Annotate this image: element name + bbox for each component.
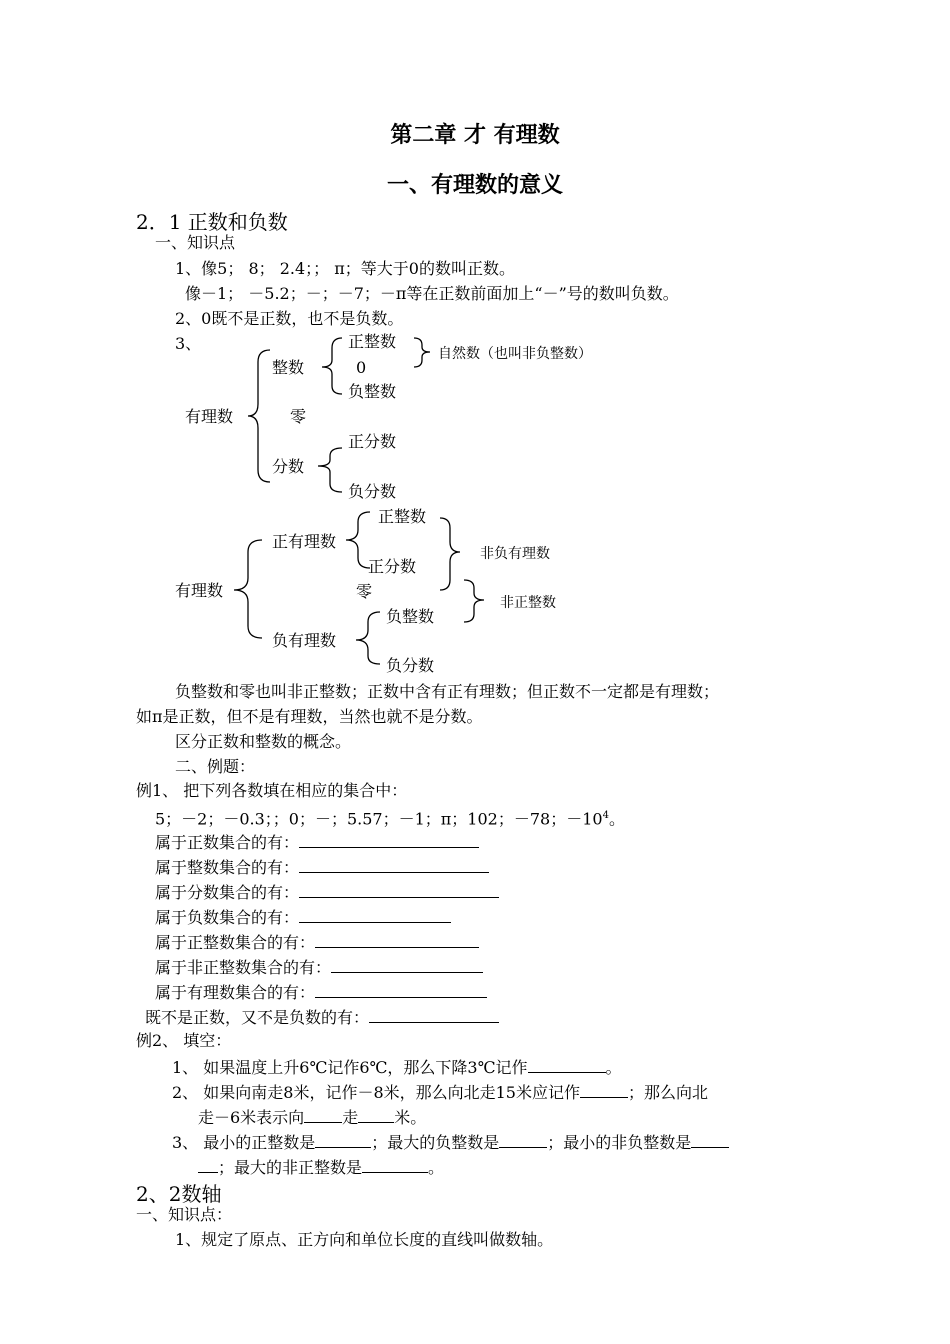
- set-label: 属于分数集合的有：: [155, 883, 300, 902]
- tree2-negative-integer: 负整数: [386, 607, 435, 626]
- q3-text-e: 。: [428, 1158, 445, 1177]
- example-1-number-list: [155, 806, 625, 829]
- page-title: 第二章 才 有理数: [390, 123, 560, 148]
- neither-row: [145, 1006, 499, 1028]
- brace-nonpos: [464, 580, 484, 622]
- number-line-definition: 1、规定了原点、正方向和单位长度的直线叫做数轴。: [175, 1230, 554, 1249]
- example-2-title: 例2、 填空：: [136, 1031, 232, 1050]
- answer-blank[interactable]: [315, 931, 479, 948]
- tree2-non-negative-rational: 非负有理数: [480, 546, 550, 562]
- tree1-negative-fraction: 负分数: [348, 482, 397, 501]
- tree1-zero-digit: 0: [356, 358, 367, 377]
- brace-natural: [414, 338, 430, 367]
- answer-blank[interactable]: [528, 1056, 606, 1073]
- tree1-negative-integer: 负整数: [348, 382, 397, 401]
- examples-label: 二、例题：: [175, 757, 256, 776]
- answer-blank[interactable]: [331, 956, 483, 973]
- page-subtitle: 一、有理数的意义: [386, 173, 563, 198]
- q2-text-d: 走: [342, 1108, 359, 1127]
- question-2-cont: [198, 1106, 426, 1128]
- tree1-positive-integer: 正整数: [348, 332, 397, 351]
- answer-blank[interactable]: [299, 856, 489, 873]
- note-non-positive-integers: 负整数和零也叫非正整数；正数中含有正有理数；但正数不一定都是有理数；: [175, 682, 720, 701]
- answer-blank[interactable]: [299, 906, 451, 923]
- positive-number-definition: 1、像5； 8； 2.4；； π；等大于0的数叫正数。: [175, 259, 515, 278]
- set-label: 属于有理数集合的有：: [155, 983, 316, 1002]
- answer-blank[interactable]: [198, 1156, 218, 1173]
- q3-text-b: ；最大的负整数是: [371, 1133, 500, 1152]
- q2-text-e: 米。: [394, 1108, 427, 1127]
- section-heading-2-2: 2、2数轴: [136, 1182, 222, 1206]
- answer-blank[interactable]: [499, 1131, 547, 1148]
- exponent: 4: [602, 810, 609, 821]
- number-list-text: 5；－2；－0.3；；0；－；5.57；－1；π；102；－78；－10: [155, 809, 603, 829]
- q2-text-b: ；那么向北: [628, 1083, 709, 1102]
- q3-text: 3、 最小的正整数是: [172, 1133, 316, 1152]
- tree2-zero: 零: [356, 582, 373, 601]
- set-row: [155, 881, 499, 903]
- answer-blank[interactable]: [691, 1131, 729, 1148]
- set-label: 属于正数集合的有：: [155, 833, 300, 852]
- tree2-positive-integer: 正整数: [378, 507, 427, 526]
- tree2-positive-fraction: 正分数: [368, 557, 417, 576]
- tree1-positive-fraction: 正分数: [348, 432, 397, 451]
- number-list-end: 。: [608, 809, 625, 829]
- set-row: [155, 856, 489, 878]
- brace-neg-rational: [356, 612, 380, 664]
- zero-statement: 2、0既不是正数，也不是负数。: [175, 309, 404, 328]
- knowledge-points-label: 一、知识点: [155, 233, 236, 252]
- question-2: [172, 1081, 708, 1103]
- answer-blank[interactable]: [299, 881, 499, 898]
- q2-text: 2、 如果向南走8米，记作－8米，那么向北走15米应记作: [172, 1083, 580, 1102]
- tree2-non-positive-integer: 非正整数: [500, 595, 556, 611]
- set-label: 属于负数集合的有：: [155, 908, 300, 927]
- section-heading-2-1: 2．1 正数和负数: [136, 210, 288, 234]
- tree1-natural-numbers: 自然数（也叫非负整数）: [438, 346, 592, 362]
- brace-rational-tree1: [248, 350, 270, 482]
- note-distinguish: 区分正数和整数的概念。: [175, 732, 352, 751]
- answer-blank[interactable]: [299, 831, 479, 848]
- q3-text-d: ；最大的非正整数是: [218, 1158, 363, 1177]
- answer-blank[interactable]: [358, 1106, 394, 1123]
- answer-blank[interactable]: [369, 1006, 499, 1023]
- tree1-root-rational: 有理数: [185, 407, 234, 426]
- negative-number-definition: 像－1； －5.2；－；－7；－π等在正数前面加上“－”号的数叫负数。: [185, 284, 679, 303]
- tree1-integer: 整数: [272, 358, 305, 377]
- tree2-root-rational: 有理数: [175, 581, 224, 600]
- set-label: 属于正整数集合的有：: [155, 933, 316, 952]
- brace-fraction: [318, 448, 342, 492]
- brace-rational-tree2: [234, 540, 262, 638]
- answer-blank[interactable]: [580, 1081, 628, 1098]
- question-3-cont: [198, 1156, 444, 1178]
- answer-blank[interactable]: [315, 1131, 371, 1148]
- set-row: [155, 906, 451, 928]
- q2-text-c: 走－6米表示向: [198, 1108, 305, 1127]
- section-2-knowledge-points: 一、知识点：: [136, 1205, 233, 1224]
- tree2-positive-rational: 正有理数: [272, 532, 337, 551]
- tree2-negative-rational: 负有理数: [272, 631, 337, 650]
- example-1-title: 例1、 把下列各数填在相应的集合中：: [136, 781, 408, 800]
- question-1: [172, 1056, 622, 1078]
- answer-blank[interactable]: [362, 1156, 428, 1173]
- item-3-label: 3、: [175, 334, 202, 353]
- q1-end: 。: [605, 1058, 622, 1077]
- set-row: [155, 956, 483, 978]
- answer-blank[interactable]: [304, 1106, 342, 1123]
- answer-blank[interactable]: [315, 981, 487, 998]
- tree2-negative-fraction: 负分数: [386, 656, 435, 675]
- set-row: [155, 831, 479, 853]
- brace-integer: [322, 338, 342, 394]
- brace-nonneg: [440, 518, 460, 590]
- tree1-fraction: 分数: [272, 457, 305, 476]
- question-3: [172, 1131, 729, 1153]
- neither-label: 既不是正数，又不是负数的有：: [145, 1008, 370, 1027]
- note-pi: 如π是正数，但不是有理数，当然也就不是分数。: [136, 707, 483, 726]
- q1-text: 1、 如果温度上升6℃记作6℃，那么下降3℃记作: [172, 1058, 528, 1077]
- brace-pos-rational: [346, 512, 370, 568]
- set-label: 属于非正整数集合的有：: [155, 958, 332, 977]
- q3-text-c: ；最小的非负整数是: [547, 1133, 692, 1152]
- set-label: 属于整数集合的有：: [155, 858, 300, 877]
- set-row: [155, 931, 479, 953]
- set-row: [155, 981, 487, 1003]
- tree1-zero: 零: [290, 407, 307, 426]
